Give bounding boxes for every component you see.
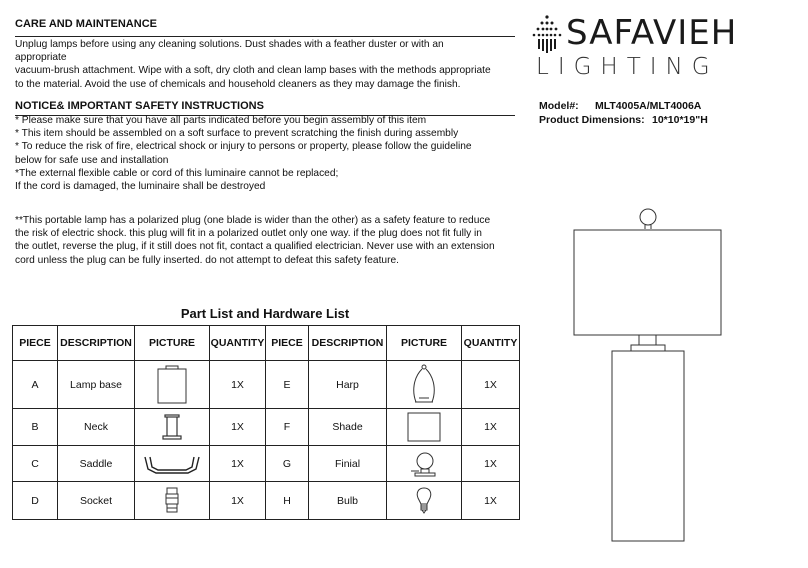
picture-cell (387, 361, 462, 409)
polarized-line: the risk of electric shock. this plug will fit in a polarized outlet only one way. if the plug does not fit fully in (15, 228, 482, 240)
header-picture: PICTURE (387, 326, 462, 361)
description-cell: Shade (309, 409, 387, 446)
polarized-line: **This portable lamp has a polarized plug (one blade is wider than the other) as a safety feature to reduce (15, 215, 491, 226)
description-cell: Socket (58, 482, 135, 520)
description-cell: Lamp base (58, 361, 135, 409)
notice-line: below for safe use and installation (15, 154, 169, 166)
polarized-line: cord unless the plug can be fully inserted. do not attempt to defeat this safety feature. (15, 254, 399, 266)
picture-cell (135, 409, 210, 446)
table-header-row (13, 326, 520, 361)
polarized-line: the outlet, reverse the plug, if it still does not fit, contact a qualified electrician. Never use with an extension (15, 241, 495, 253)
table-row (13, 482, 520, 520)
description-cell: Bulb (309, 482, 387, 520)
notice-title: NOTICE& IMPORTANT SAFETY INSTRUCTIONS (15, 100, 264, 112)
piece-cell: B (13, 409, 58, 446)
header-picture: PICTURE (135, 326, 210, 361)
header-quantity: QUANTITY (462, 326, 520, 361)
piece-cell: G (266, 446, 309, 482)
header-piece: PIECE (13, 326, 58, 361)
quantity-cell: 1X (462, 409, 520, 446)
quantity-cell: 1X (210, 361, 266, 409)
picture-cell (387, 482, 462, 520)
piece-cell: F (266, 409, 309, 446)
description-cell: Neck (58, 409, 135, 446)
picture-cell (387, 409, 462, 446)
notice-line: * This item should be assembled on a soft surface to prevent scratching the finish during assembly (15, 128, 459, 140)
shade-icon (404, 411, 444, 443)
finial-icon (409, 450, 439, 478)
care-line: vacuum-brush attachment. Wipe with a soft, dry cloth and clean lamp bases with the methods appropriate (15, 65, 491, 77)
header-description: DESCRIPTION (309, 326, 387, 361)
lamp-base-icon (155, 365, 189, 405)
description-cell: Saddle (58, 446, 135, 482)
polarized-text (15, 214, 495, 267)
notice-text (15, 114, 472, 193)
care-text (15, 38, 491, 91)
piece-cell: A (13, 361, 58, 409)
model-label: Model#: (539, 100, 579, 112)
picture-cell (135, 482, 210, 520)
description-cell: Harp (309, 361, 387, 409)
notice-line: * Please make sure that you have all parts indicated before you begin assembly of this item (15, 115, 427, 126)
notice-line: If the cord is damaged, the luminaire shall be destroyed (15, 181, 266, 193)
notice-line: *The external flexible cable or cord of this luminaire cannot be replaced; (15, 167, 339, 179)
model-value: MLT4005A/MLT4006A (595, 100, 702, 112)
quantity-cell: 1X (210, 409, 266, 446)
safavieh-logo-mark-icon (530, 14, 564, 54)
picture-cell (135, 446, 210, 482)
description-cell: Finial (309, 446, 387, 482)
piece-cell: H (266, 482, 309, 520)
quantity-cell: 1X (462, 361, 520, 409)
socket-icon (163, 486, 181, 516)
table-row (13, 361, 520, 409)
saddle-icon (142, 451, 202, 477)
dimensions-label: Product Dimensions: (539, 114, 645, 126)
lamp-drawing-icon (570, 205, 740, 550)
harp-icon (407, 364, 441, 406)
neck-icon (161, 413, 183, 441)
table-row (13, 409, 520, 446)
piece-cell: C (13, 446, 58, 482)
piece-cell: D (13, 482, 58, 520)
quantity-cell: 1X (462, 446, 520, 482)
notice-line: * To reduce the risk of fire, electrical shock or injury to persons or property, please follow the guideline (15, 141, 472, 153)
care-line: to the material. Avoid the use of chemicals and household cleaners as they may damage the finish. (15, 78, 461, 90)
parts-title: Part List and Hardware List (180, 306, 350, 321)
dimensions-value: 10*10*19"H (652, 114, 708, 126)
table-row (13, 446, 520, 482)
quantity-cell: 1X (462, 482, 520, 520)
header-quantity: QUANTITY (210, 326, 266, 361)
picture-cell (387, 446, 462, 482)
care-line: Unplug lamps before using any cleaning solutions. Dust shades with a feather duster or with an (15, 39, 444, 50)
logo-subtitle: LIGHTING (536, 54, 719, 80)
care-title: CARE AND MAINTENANCE (15, 18, 157, 30)
quantity-cell: 1X (210, 446, 266, 482)
logo-wordmark: SAFAVIEH (566, 13, 738, 53)
piece-cell: E (266, 361, 309, 409)
header-piece: PIECE (266, 326, 309, 361)
picture-cell (135, 361, 210, 409)
care-divider (15, 36, 515, 37)
quantity-cell: 1X (210, 482, 266, 520)
header-description: DESCRIPTION (58, 326, 135, 361)
bulb-icon (415, 486, 433, 516)
parts-table (12, 325, 520, 520)
care-line: appropriate (15, 52, 67, 64)
